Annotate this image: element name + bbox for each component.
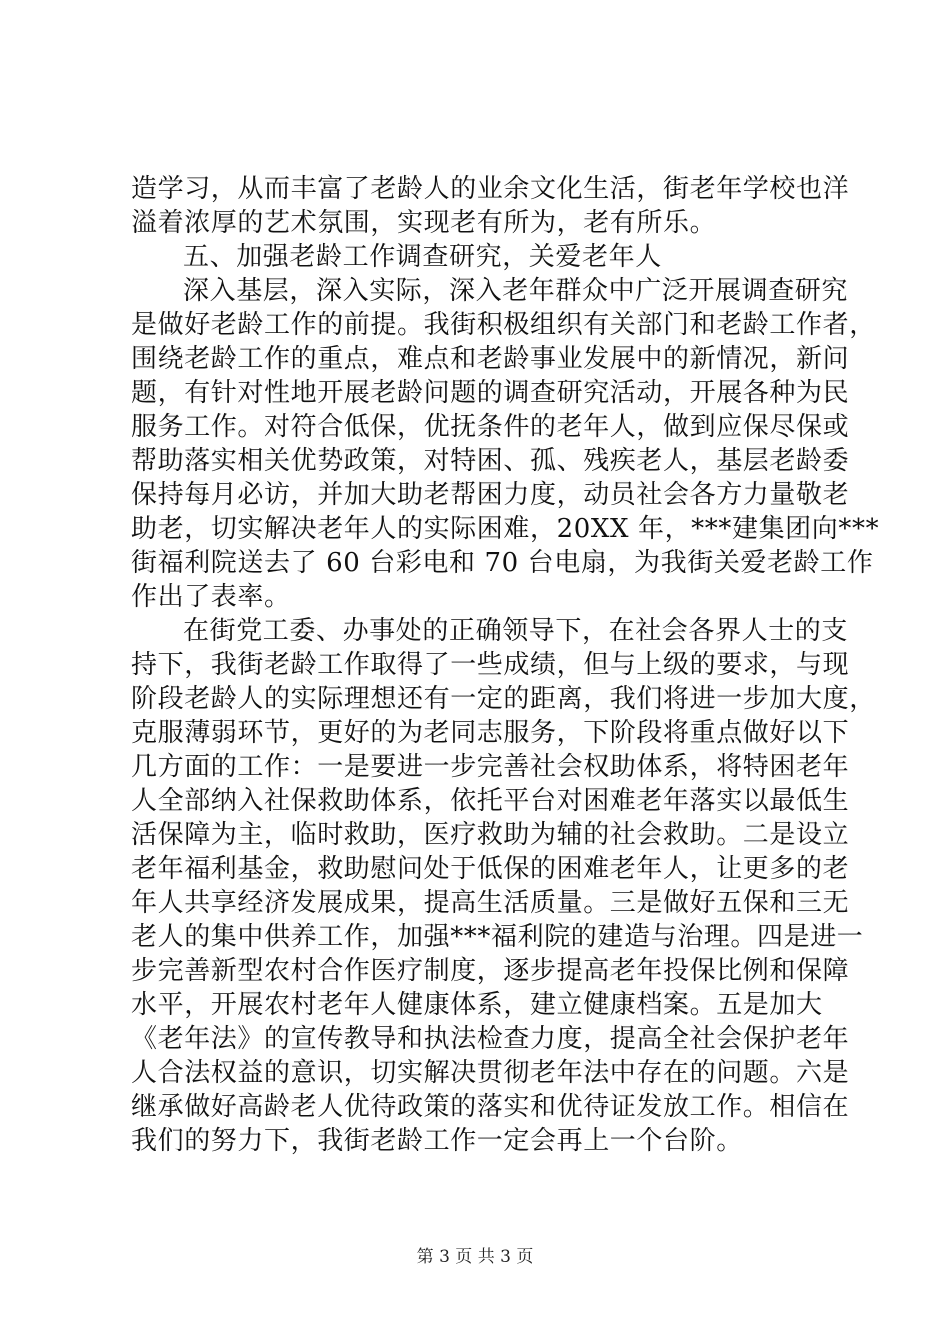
page-number-footer: 第 3 页 共 3 页 <box>416 1247 534 1267</box>
text-line: 街福利院送去了 60 台彩电和 70 台电扇，为我街关爱老龄工作 <box>131 548 874 578</box>
text-line: 溢着浓厚的艺术氛围，实现老有所为，老有所乐。 <box>131 208 717 238</box>
text-line: 水平，开展农村老年人健康体系，建立健康档案。五是加大 <box>131 990 823 1020</box>
text-line: 克服薄弱环节，更好的为老同志服务，下阶段将重点做好以下 <box>131 718 850 748</box>
text-line: 服务工作。对符合低保，优抚条件的老年人，做到应保尽保或 <box>131 412 850 442</box>
text-line: 老人的集中供养工作，加强***福利院的建造与治理。四是进一 <box>131 922 864 952</box>
text-line: 保持每月必访，并加大助老帮困力度，动员社会各方力量敬老 <box>131 480 850 510</box>
text-line: 人全部纳入社保救助体系，依托平台对困难老年落实以最低生 <box>131 786 850 816</box>
text-line: 活保障为主，临时救助，医疗救助为辅的社会救助。二是设立 <box>131 820 850 850</box>
text-line: 深入基层，深入实际，深入老年群众中广泛开展调查研究 <box>183 276 849 306</box>
text-line: 持下，我街老龄工作取得了一些成绩，但与上级的要求，与现 <box>131 650 850 680</box>
text-line: 助老，切实解决老年人的实际困难，20XX 年，***建集团向*** <box>131 514 880 544</box>
text-line: 步完善新型农村合作医疗制度，逐步提高老年投保比例和保障 <box>131 956 850 986</box>
text-line: 帮助落实相关优势政策，对特困、孤、残疾老人，基层老龄委 <box>131 446 850 476</box>
text-line: 人合法权益的意识，切实解决贯彻老年法中存在的问题。六是 <box>131 1058 850 1088</box>
document-body <box>131 172 880 1158</box>
text-line: 围绕老龄工作的重点，难点和老龄事业发展中的新情况，新问 <box>131 344 850 374</box>
text-line: 在街党工委、办事处的正确领导下，在社会各界人士的支 <box>183 616 849 646</box>
text-line: 继承做好高龄老人优待政策的落实和优待证发放工作。相信在 <box>131 1092 850 1122</box>
text-line: 几方面的工作：一是要进一步完善社会权助体系，将特困老年 <box>131 752 850 782</box>
text-line: 我们的努力下，我街老龄工作一定会再上一个台阶。 <box>131 1126 743 1156</box>
text-line: 《老年法》的宣传教导和执法检查力度，提高全社会保护老年 <box>131 1024 850 1054</box>
text-line: 作出了表率。 <box>131 582 291 612</box>
text-line: 阶段老龄人的实际理想还有一定的距离，我们将进一步加大度， <box>131 684 876 714</box>
section-heading: 五、加强老龄工作调查研究，关爱老年人 <box>183 242 662 272</box>
text-line: 造学习，从而丰富了老龄人的业余文化生活，街老年学校也洋 <box>131 174 850 204</box>
text-line: 年人共享经济发展成果，提高生活质量。三是做好五保和三无 <box>131 888 850 918</box>
text-line: 老年福利基金，救助慰问处于低保的困难老年人，让更多的老 <box>131 854 850 884</box>
text-line: 是做好老龄工作的前提。我街积极组织有关部门和老龄工作者， <box>131 310 876 340</box>
text-line: 题，有针对性地开展老龄问题的调查研究活动，开展各种为民 <box>131 378 850 408</box>
